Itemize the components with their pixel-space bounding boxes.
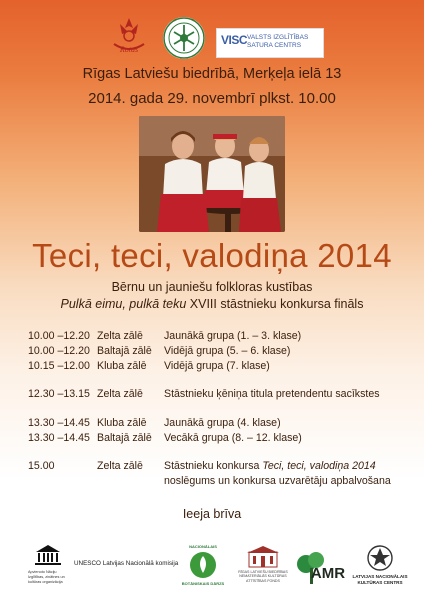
schedule-time: 12.30 –13.15 [28,388,90,400]
sponsor-logos [0,540,424,596]
schedule-hall: Zelta zālē [97,460,143,472]
free-entry-note: Ieeja brīva [182,507,242,521]
schedule-time: 10.00 –12.20 [28,345,90,357]
botanic-garden-logo [178,542,228,592]
contest-name: XVIII stāstnieku konkursa fināls [189,297,364,311]
final-contest-name: Teci, teci, valodiņa 2014 [262,460,376,472]
rlb-logo [238,544,288,592]
schedule-time: 13.30 –14.45 [28,432,90,444]
visc-logo-text: VALSTS IZGLĪTĪBAS SATURA CENTRS [247,34,309,49]
children-photo [139,116,285,232]
unesco-commission-label: UNESCO Latvijas Nacionālā komisija [74,560,179,567]
event-subtitle: Bērnu un jauniešu folkloras kustības [111,280,313,294]
unesco-logo [28,544,68,594]
amr-logo [294,548,346,590]
rotas-logo-text: Rotas [119,45,139,54]
schedule-time: 10.15 –12.00 [28,360,90,372]
final-description: noslēgums un konkursa uzvarētāju apbalvošana [164,475,391,487]
rotas-logo [106,14,152,60]
unesco-caption: Apvienoto Nāciju Izglītības, zinātnes un kultūras organizācija [28,570,65,584]
schedule-hall: Baltajā zālē [97,345,152,357]
visc-logo-mark: VISC [221,33,248,47]
folklore-movement-logo [162,16,206,60]
botanic-garden-top: NACIONĀLAIS [189,544,217,549]
amr-logo-text: AMR [310,565,346,582]
schedule-hall: Zelta zālē [97,388,143,400]
schedule-group: Jaunākā grupa (4. klase) [164,417,281,429]
final-contest-label: Stāstnieku konkursa [164,460,260,472]
schedule-group: Vidējā grupa (5. – 6. klase) [164,345,291,357]
lnkc-logo [352,542,408,594]
schedule-time: 10.00 –12.20 [28,330,90,342]
rlb-logo-text: RĪGAS LATVIEŠU BIEDRĪBAS NEMATERIĀLĀS KULTŪRAS ATTĪSTĪBAS FONDS [238,570,288,583]
schedule-group [164,460,376,472]
schedule-time: 15.00 [28,460,55,472]
lnkc-logo-text: LATVIJAS NACIONĀLAIS KULTŪRAS CENTRS [352,574,408,585]
botanic-garden-bottom: BOTĀNISKAIS DĀRZS [181,581,225,586]
schedule-hall: Kluba zālē [97,360,147,372]
schedule-hall: Zelta zālē [97,330,143,342]
schedule-time: 13.30 –14.45 [28,417,90,429]
schedule-hall: Baltajā zālē [97,432,152,444]
event-datetime: 2014. gada 29. novembrī plkst. 10.00 [88,90,336,107]
schedule-group: Stāstnieku ķēniņa titula pretendentu sacīkstes [164,388,380,400]
schedule-hall: Kluba zālē [97,417,147,429]
schedule-group: Vecākā grupa (8. – 12. klase) [164,432,302,444]
event-venue: Rīgas Latviešu biedrībā, Merķeļa ielā 13 [82,66,342,82]
movement-name: Pulkā eimu, pulkā teku [60,297,187,311]
schedule-group: Jaunākā grupa (1. – 3. klase) [164,330,302,342]
event-title: Teci, teci, valodiņa 2014 [32,237,392,274]
visc-logo [216,28,324,58]
schedule-group: Vidējā grupa (7. klase) [164,360,270,372]
top-logos [0,14,424,64]
event-subtitle-line2 [0,297,424,311]
